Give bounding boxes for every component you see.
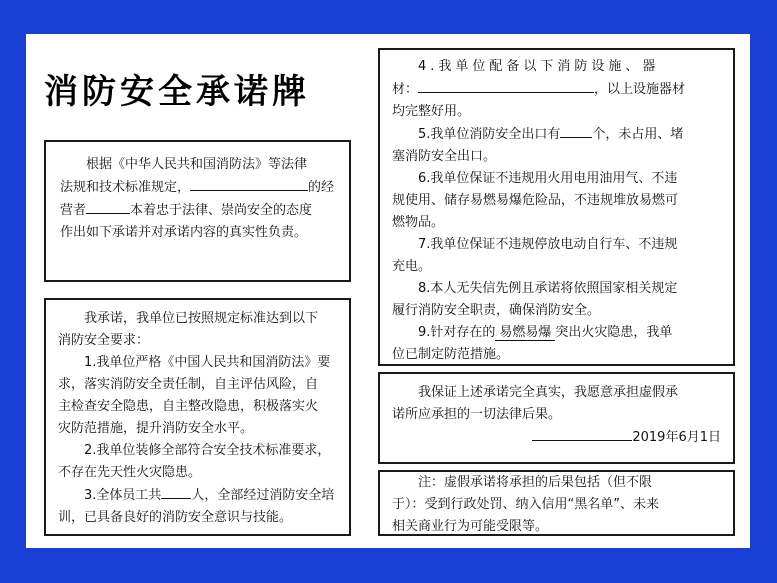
commit-line: 灾防范措施，提升消防安全水平。 [58,421,254,436]
commitment-box [44,298,351,536]
note-line: 相关商业行为可能受限等。 [392,519,549,534]
hazard-fill: 易燃易爆 [495,325,555,341]
signature-blank [532,426,632,441]
commit-line: 不存在先天性火灾隐患。 [58,465,202,480]
guarantee-box [378,372,735,464]
note-line: 注：虚假承诺将承担的后果包括（但不限 [418,475,653,490]
commit-line: 1.我单位严格《中国人民共和国消防法》要 [84,355,331,370]
item-line: 履行消防安全职责，确保消防安全。 [392,303,601,318]
commit-line: 主检查安全隐患，自主整改隐患，积极落实火 [58,399,319,414]
page-title: 消防安全承诺牌 [44,72,310,112]
items-box [378,48,735,366]
intro-line: 法规和技术标准规定， 的经 [60,176,335,199]
item-line: 燃物品。 [392,215,445,230]
intro-line: 作出如下承诺并对承诺内容的真实性负责。 [60,225,308,240]
commit-line: 求，落实消防安全责任制，自主评估风险，自 [58,377,319,392]
item-line: 塞消防安全出口。 [392,149,497,164]
note-line: 于）：受到行政处罚、纳入信用“黑名单”、未来 [392,497,659,512]
commit-line: 3.全体员工共 人，全部经过消防安全培 [58,484,337,507]
operator-blank [86,199,130,214]
item-line: 4.我单位配备以下消防设施、器 [418,59,660,74]
item-line: 均完整好用。 [392,104,471,119]
item-line: 9.针对存在的 易燃易爆 突出火灾隐患，我单 [418,325,673,340]
intro-line: 营者 本着忠于法律、崇尚安全的态度 [60,199,335,222]
commit-line: 消防安全要求： [58,333,150,348]
guarantee-line: 诺所应承担的一切法律后果。 [392,407,562,422]
item-line: 5.我单位消防安全出口有 个，未占用、堵 [392,123,721,146]
intro-box [44,140,351,282]
operator-name-blank [190,176,308,191]
item-line: 规使用、储存易燃易爆危险品，不违规堆放易燃可 [392,193,679,208]
commit-line: 训，已具备良好的消防安全意识与技能。 [58,510,293,525]
item-line: 材： ，以上设施器材 [392,78,721,101]
note-box [378,470,735,536]
item-line: 位已制定防范措施。 [392,347,510,362]
item-line: 7.我单位保证不违规停放电动自行车、不违规 [418,237,678,252]
item-line: 充电。 [392,259,432,274]
signature-date: 2019年6月1日 [392,426,721,449]
commit-line: 2.我单位装修全部符合安全技术标准要求， [84,443,331,458]
intro-line: 根据《中华人民共和国消防法》等法律 [86,157,308,172]
staff-count-blank [161,484,191,499]
item-line: 6.我单位保证不违规用火用电用油用气、不违 [418,171,678,186]
item-line: 8.本人无失信先例且承诺将依照国家相关规定 [418,281,678,296]
guarantee-line: 我保证上述承诺完全真实，我愿意承担虚假承 [418,385,679,400]
commit-line: 我承诺，我单位已按照规定标准达到以下 [84,311,319,326]
equipment-blank [418,78,594,93]
exit-count-blank [560,123,592,138]
